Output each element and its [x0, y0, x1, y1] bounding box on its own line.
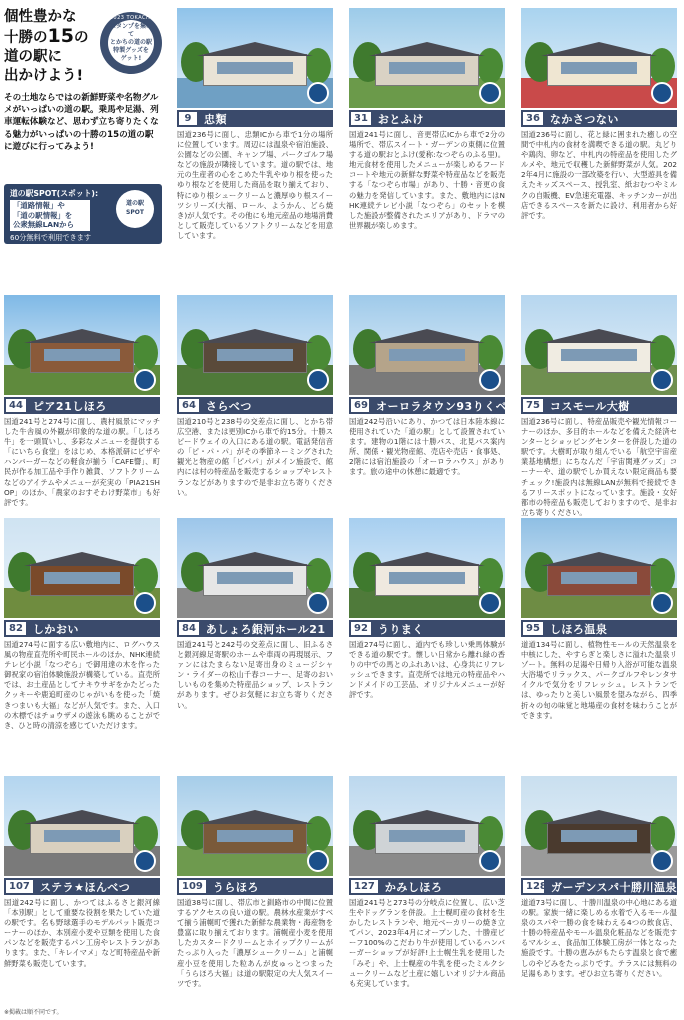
station-title-bar	[521, 110, 677, 127]
station-photo	[521, 8, 677, 108]
station-description: 道道73号に面し、十勝川温泉の中心地にある道の駅。家族一緒に楽しめる水着で入るモール温泉のスパや一勝の食を味わえる4つの飲食店、十勝の特産品やモール温泉化粧品などを販売するマルシェ、食品加工体験工房が一体となった施設です。十勝の恵みがもたらす温泉と食で癒しのやどみをたっぷりです。テラスには無料の足湯もあります。ぜひお立ち寄りください。	[521, 898, 677, 978]
heading-line: 道の駅に	[4, 49, 62, 65]
station-name: あしょろ銀河ホール21	[205, 622, 326, 636]
station-number: 128	[521, 878, 546, 895]
station-photo	[349, 295, 505, 395]
station-description: 国道241号と242号の交差点に面し、旧ふるさと銀河線足寄駅のホームや車両の再現展示、ファンにはたまらない足寄出身のミュージシャン・ライダーの松山千春コーナー、足寄のおいしいものを集めた特産品ショップ、レストランがあります。ぜひお気軽にお立ち寄りください。	[177, 640, 333, 710]
stamp-rally-badge	[100, 12, 162, 74]
station-title-bar	[349, 878, 505, 895]
station-photo	[4, 776, 160, 876]
station-number: 107	[4, 878, 35, 895]
footnote: ※掲載は順不同です。	[4, 1009, 63, 1016]
station-name: 忠類	[204, 112, 227, 126]
station-photo	[521, 518, 677, 618]
station-number: 109	[177, 878, 208, 895]
spot-badge-icon	[479, 369, 501, 391]
spot-footer: 60分無料で利用できます	[10, 233, 92, 242]
station-name: しほろ温泉	[549, 622, 608, 636]
station-name: おとふけ	[377, 112, 424, 126]
intro-heading	[4, 8, 104, 86]
badge-text: スタンプを集めて とかちの道の駅 特製グッズを ゲット!	[108, 20, 154, 66]
station-name: ピア21しほろ	[32, 399, 107, 413]
station-description: 道道134号に面し、植物性モールの天然温泉を中核にした、やすらぎと楽しさに溢れた温泉リゾート。無料の足湯や日帰り入浴が可能な温泉大浴場でリラックス、パークゴルフやレンタサイクルで気分をリフレッシュ。レストランでは、ゆったりと美しい風景を望みながら、四季折々の旬の味覚と地場産の食材を味わうことができます。	[521, 640, 677, 720]
station-title-bar	[177, 878, 333, 895]
station-photo	[177, 518, 333, 618]
station-name: コスモール大樹	[549, 399, 630, 413]
station-title-bar	[4, 397, 160, 414]
spot-item: 「道の駅情報」を	[13, 210, 73, 220]
heading-line: 個性豊かな	[4, 9, 77, 25]
station-description: 国道274号に面し、道内でも珍しい乗馬体験ができる道の駅です。懐しい日常から離れ緑の香りの中での馬とのふれあいは、心身共にリフレッシュできます。直売所では地元の特産品やハンドメイドの工芸品、オリジナルメニューが好評です。	[349, 640, 505, 700]
station-title-bar	[349, 620, 505, 637]
spot-badge-icon	[479, 82, 501, 104]
spot-item: 公衆無線LANから	[13, 220, 74, 230]
station-title-bar	[177, 397, 333, 414]
station-title-bar	[521, 397, 677, 414]
heading-line: 十勝の15の	[4, 25, 89, 47]
station-number: 75	[521, 397, 545, 414]
heading-line: 出かけよう!	[4, 68, 84, 84]
station-number: 44	[4, 397, 28, 414]
station-description: 国道242号に面し、かつてはふるさと銀河線「本別駅」として重要な役割を果たしていた道の駅です。名も野球選手のモデルパット販売コーナーのほか、本別産小麦や豆類を使用した食パンなどを販売するパン工房やレストランがあります。また、「キレイマメ」など町特産品や新鮮野菜も販売しています。	[4, 898, 160, 968]
heading-number: 15	[47, 25, 74, 47]
station-description: 国道241号と273号の分岐点に位置し、広い芝生やドッグランを併設。上士幌町産の食材を生かしたレストランや、地元ベーカリーの焼き立てパン、2023年4月にオープンした、十勝産ビーフ100%のこだわり牛が使用しているハンバーガーショップが好評!上士幌生乳を使用した「みそ」や、上士幌産の牛乳を使ったミルクシュークリームなど土産に嬉しいオリジナル商品も充実しています。	[349, 898, 505, 988]
spot-badge-icon	[307, 850, 329, 872]
station-title-bar	[349, 397, 519, 414]
station-number: 31	[349, 110, 373, 127]
station-name: うりまく	[377, 622, 424, 636]
intro-body: その土地ならではの新鮮野菜や名物グルメがいっぱいの道の駅。乗馬や足湯、列車運転体験など、思わず立ち寄りたくなる魅力がいっぱいの十勝の15の道の駅に遊びに行ってみよう!	[4, 93, 159, 152]
station-description: 国道236号に面し、忠類ICから車で1分の場所に位置しています。周辺には温泉や宿泊施設、公園などの公園、キャンプ場、パークゴルフ場などの施設が隣接しています。道の駅では、地元の生産者の心をこめた牛乳やゆり根を使ったゆり根などを使用した商品を取り揃えており、特にゆり根シュークリームと濃厚ゆり根スイーツシリーズ(大福、ロール、ようかん、どら焼き)が人気です。その他にも地元産品の地場消費として販売しているソフトクリームなどを用意しています。	[177, 130, 333, 240]
station-name: さらべつ	[205, 399, 252, 413]
station-description: 国道236号に面し、花と緑に囲まれた癒しの空間で中札内の食材を満喫できる道の駅。丸どりや鶏肉、卵など、中札内の特産品を使用したグルメや、地元で収穫した新鮮野菜が人気。2022年4月に施設の一部改築を行い、大型遊具を備えたキッズスペース、授乳室、紙おむつやミルクの自販機、EV急速充電器、キッチンカーが出店できるスペースを新たに設け、利用者から好評です。	[521, 130, 677, 220]
station-name: なかさつない	[549, 112, 619, 126]
spot-badge-icon	[651, 592, 673, 614]
station-photo	[177, 295, 333, 395]
station-title-bar	[521, 878, 677, 895]
spot-badge-icon	[479, 592, 501, 614]
station-name: オーロラタウン93りくべつ	[376, 399, 519, 413]
spot-badge-icon	[307, 592, 329, 614]
spot-badge-icon	[134, 369, 156, 391]
station-photo	[4, 295, 160, 395]
station-number: 92	[349, 620, 373, 637]
station-number: 9	[177, 110, 199, 127]
station-title-bar	[349, 110, 505, 127]
station-name: ステラ★ほんべつ	[39, 880, 131, 894]
station-photo	[177, 8, 333, 108]
station-number: 95	[521, 620, 545, 637]
spot-badge-icon	[307, 369, 329, 391]
station-number: 36	[521, 110, 545, 127]
station-number: 82	[4, 620, 28, 637]
station-description: 国道241号と274号に面し、農村風景にマッチした牛舎風の外観が印象的な道の駅。「しほろ牛」を一頭買いし、多彩なメニューを提供する「にいちら食堂」をはじめ、本格派研にピザやハンバーガーなどの軽食が揃う「CAFE響」、町民が作る加工品や手作り雑貨、ソフトクリームなどのアイテムやメニューが充実の「PIA21SHOP」のほか、「農家のおすそわけ野菜市」も好評です。	[4, 417, 160, 507]
station-number: 127	[349, 878, 380, 895]
station-name: かみしほろ	[384, 880, 443, 894]
spot-badge-icon	[307, 82, 329, 104]
spot-badge-icon	[479, 850, 501, 872]
station-number: 84	[177, 620, 201, 637]
station-photo	[521, 776, 677, 876]
station-description: 国道38号に面し、帯広市と釧路市の中間に位置するアクセスの良い道の駅。農林水産業がすべて揃う浦幌町で獲れた新鮮な農業物・海産物を豊富に取り揃えております。浦幌産小麦を使用したカスタードクリームとホイップクリームがたっぷり入った「濃厚シュークリーム」と浦幌産小豆を使用した粒あんが皮ゅっとつまった「うらほろ大福」は道の駅限定の大人気スイーツです。	[177, 898, 333, 988]
spot-badge-icon	[651, 369, 673, 391]
station-photo	[177, 776, 333, 876]
station-name: うらほろ	[212, 880, 259, 894]
station-photo	[349, 8, 505, 108]
station-title-bar	[4, 620, 160, 637]
spot-item: 「道路情報」や	[13, 201, 65, 210]
spot-badge-icon	[134, 592, 156, 614]
station-number: 69	[349, 397, 371, 414]
station-title-bar	[521, 620, 677, 637]
badge-ring-text: 2023 TOKACHI	[109, 15, 153, 21]
station-name: しかおい	[32, 622, 79, 636]
spot-badge-icon	[134, 850, 156, 872]
station-description: 国道242号沿いにあり、かつては日本陸本線に使用されていた「道の駅」として設置されています。建物の1階には十勝バス、北見バス案内所、関係・観光物産館、売店や売店・食事処、2階には宿泊施設の「オーロラハウス」があります。旅の途中の休憩に最適です。	[349, 417, 505, 477]
station-name: ガーデンスパ十勝川温泉	[551, 880, 677, 894]
spot-title: 道の駅SPOT(スポット):	[10, 189, 99, 198]
station-photo	[521, 295, 677, 395]
spot-badge-icon	[651, 82, 673, 104]
intro-block	[4, 8, 162, 244]
spot-info-box	[4, 184, 162, 244]
station-photo	[4, 518, 160, 618]
station-description: 国道241号に面し、音更帯広ICから車で2分の場所で、帯広スイート・ガーデンの東側に位置する道の駅おとふけ(愛称:なつぞらのふる里)。地元食材を使用したメニューが楽しめるフードコートや地元の新鮮な野菜や特産品などを販売する「なつぞら市場」があり、十勝・音更の食の魅力を発信しています。また、敷地内にはNHK連続テレビ小説「なつぞら」のセットを模した施設が整備されたエリアがあり、ドラマの世界観が楽しめます。	[349, 130, 505, 230]
wifi-spot-icon: 道の駅 SPOT	[116, 190, 154, 228]
station-description: 国道210号と238号の交差点に面し、とかち帯広空港、または更別ICから車で約15分。十勝スピードウェイの入口にある道の駅。電話発信音の「ピ・パ・パ」がその季節ネーミングされた観光と物産の館「ピパパ」がメイン施設で、館内には村の特産品を販売するショップやレストランなどがありますので是非お立ち寄りください。	[177, 417, 333, 497]
station-title-bar	[177, 110, 333, 127]
station-title-bar	[4, 878, 160, 895]
station-title-bar	[177, 620, 333, 637]
spot-list	[10, 200, 90, 231]
station-photo	[349, 776, 505, 876]
station-description: 国道236号に面し、特産品販売や観光情報コーナーのほか、多目的ホールなどを備えた経済センターとショッピングセンターを併設した道の駅です。大樹町が取り組んでいる「航空宇宙産業基地構想」にちなんだ「宇宙関連グッズ」コーナーや、道の駅でしか買えない限定商品も要チェック!施設内は無線LANが無料で接続できるフリースポットになっています。施設・女好都市の特産品も販売しておりますので、是非お立ち寄りください。	[521, 417, 677, 517]
station-number: 64	[177, 397, 201, 414]
spot-badge-icon	[651, 850, 673, 872]
station-description: 国道274号に面する広い敷地内に、ログハウス風の物産直売所や町民ホールのほか、NHK連続テレビ小説「なつぞら」で御用達の木を作った御祝家の宿泊体験施設が構築している。直売所では、お土産品としてナキウサギをかたどったクッキーや鹿追町産のじゃがいもを使った「焼きつまいも大福」などが人気です。また、入口の木標ではチョウザメの遊泳も眺めることができ、ひと時の清涼を感じていただけます。	[4, 640, 160, 730]
station-photo	[349, 518, 505, 618]
